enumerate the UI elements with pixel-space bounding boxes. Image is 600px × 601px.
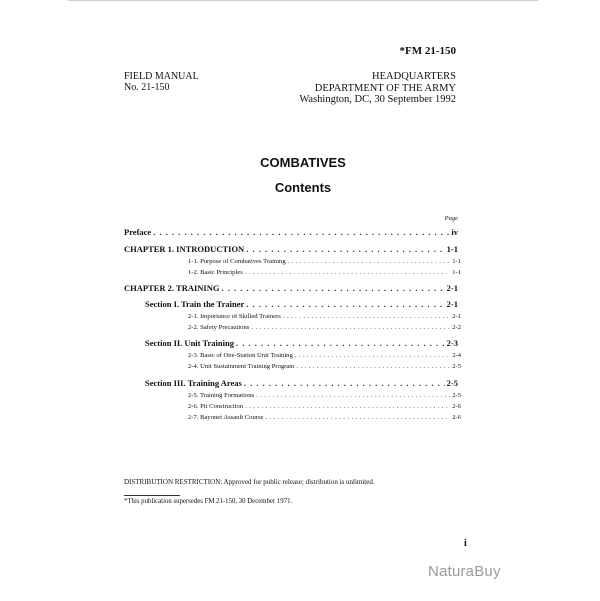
toc-entry-item [188, 363, 461, 370]
toc-entry-label: Section III. Training Areas [145, 378, 242, 388]
toc-leader-dots [246, 299, 444, 309]
toc-entry-page: 2-3 [446, 338, 458, 348]
toc-entry-label: 2-2. Safety Precautions [188, 324, 250, 331]
toc-entry-page: 2-5 [452, 363, 461, 370]
toc-entry-item [188, 269, 461, 276]
toc-leader-dots [245, 403, 450, 410]
manual-identifier [124, 71, 199, 93]
toc-leader-dots [296, 363, 450, 370]
toc-entry-label: 2-1. Importance of Skilled Trainers [188, 313, 281, 320]
toc-leader-dots [288, 258, 451, 265]
department: DEPARTMENT OF THE ARMY [314, 82, 456, 94]
fm-number: *FM 21-150 [399, 45, 456, 57]
toc-leader-dots [246, 244, 444, 254]
toc-entry-item [188, 414, 461, 421]
toc-leader-dots [295, 352, 450, 359]
toc-entry-label: CHAPTER 2. TRAINING [124, 283, 220, 293]
toc-entry-label: 2-3. Basic of One-Station Unit Training [188, 352, 293, 359]
toc-leader-dots [245, 269, 450, 276]
toc-entry-label: 1-2. Basic Principles [188, 269, 243, 276]
toc-leader-dots [221, 283, 444, 293]
publisher-block [299, 71, 456, 106]
contents-heading: Contents [274, 180, 332, 195]
toc-entry-page: 1-1 [452, 269, 461, 276]
toc-entry-page: 2-5 [446, 378, 458, 388]
toc-entry-section [145, 338, 458, 348]
toc-entry-label: 2-7. Bayonet Assault Course [188, 414, 264, 421]
toc-entry-item [188, 324, 461, 331]
toc-entry-page: 2-2 [452, 324, 461, 331]
toc-entry-label: CHAPTER 1. INTRODUCTION [124, 244, 245, 254]
toc-entry-label: Preface [124, 227, 152, 237]
toc-entry-label: 2-6. Pit Construction [188, 403, 244, 410]
toc-leader-dots [265, 414, 450, 421]
toc-leader-dots [251, 324, 450, 331]
toc-entry-item [188, 258, 461, 265]
toc-leader-dots [283, 313, 450, 320]
watermark: NaturaBuy [428, 563, 501, 580]
toc-entry-main [124, 244, 458, 254]
toc-entry-label: 2-4. Unit Sustainment Training Program [188, 363, 295, 370]
toc-entry-page: 2-4 [452, 352, 461, 359]
headquarters: HEADQUARTERS [372, 71, 456, 82]
toc-entry-item [188, 403, 461, 410]
toc-entry-section [145, 299, 458, 309]
toc-leader-dots [244, 378, 445, 388]
distribution-restriction: DISTRIBUTION RESTRICTION: Approved for public release; distribution is unlimited. [124, 478, 375, 486]
footnote: *This publication supersedes FM 21-150, 30 December 1971. [124, 498, 293, 505]
footnote-rule [124, 495, 180, 496]
toc-entry-item [188, 313, 461, 320]
toc-entry-page: 2-1 [452, 313, 461, 320]
manual-number: No. 21-150 [124, 82, 170, 93]
toc-entry-label: Section II. Unit Training [145, 338, 234, 348]
manual-page [68, 0, 538, 601]
toc-leader-dots [153, 227, 449, 237]
toc-entry-item [188, 392, 461, 399]
toc-entry-label: 1-1. Purpose of Combatives Training [188, 258, 286, 265]
toc-entry-page: 2-6 [452, 414, 461, 421]
toc-entry-section [145, 378, 458, 388]
toc-leader-dots [256, 392, 450, 399]
toc-entry-item [188, 352, 461, 359]
toc-entry-page: iv [451, 227, 458, 237]
location-date: Washington, DC, 30 September 1992 [299, 94, 456, 105]
toc-entry-page: 1-1 [452, 258, 461, 265]
toc-entry-page: 2-1 [446, 283, 458, 293]
page-column-label: Page [444, 215, 458, 222]
toc-entry-main [124, 283, 458, 293]
manual-type: FIELD MANUAL [124, 71, 199, 82]
document-title: COMBATIVES [260, 155, 346, 170]
toc-entry-label: Section I. Train the Trainer [145, 299, 245, 309]
toc-entry-page: 2-5 [452, 392, 461, 399]
toc-entry-page: 1-1 [446, 244, 458, 254]
toc-entry-page: 2-6 [452, 403, 461, 410]
page-number: i [464, 538, 467, 549]
toc-leader-dots [236, 338, 445, 348]
toc-entry-page: 2-1 [446, 299, 458, 309]
toc-entry-main [124, 227, 458, 237]
toc-entry-label: 2-5. Training Formations [188, 392, 255, 399]
